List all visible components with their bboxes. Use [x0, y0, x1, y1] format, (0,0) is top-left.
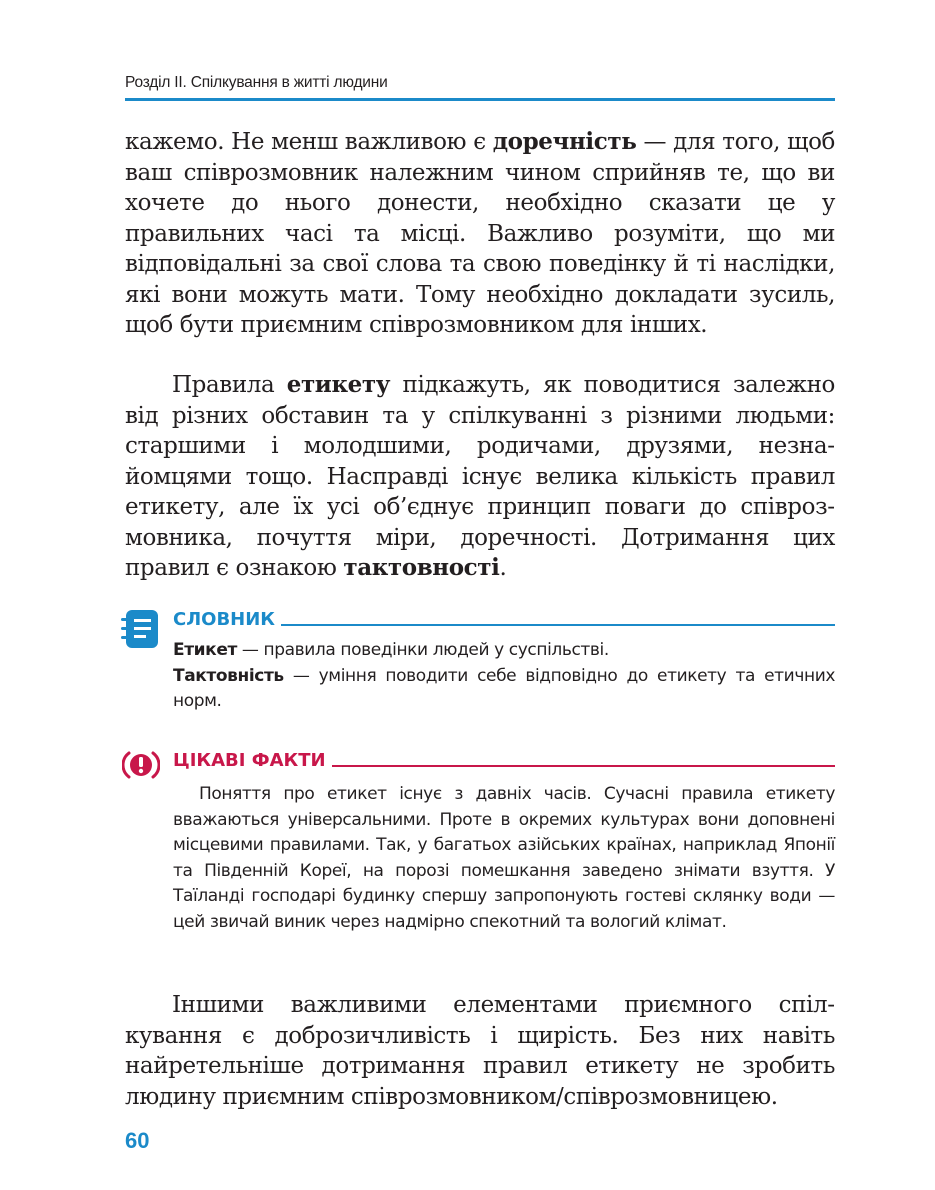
facts-body: [173, 782, 835, 935]
dictionary-entry: [173, 664, 835, 715]
paragraph-2-text-a: Правила: [172, 372, 287, 398]
dictionary-heading-rule: [281, 624, 835, 626]
dictionary-term: Етикет: [173, 640, 237, 660]
facts-heading-rule: [332, 765, 835, 767]
term-taktovnist: тактовності: [343, 554, 500, 581]
dictionary-term: Тактовність: [173, 665, 284, 686]
dictionary-heading: [173, 604, 835, 630]
paragraph-3-text: Іншими важливими елементами приємного спілкування є доброзичливість і щирість. Без них навіть найретельніше дотримання правил етикету не зробить людину приємним: [125, 992, 835, 1110]
paragraph-1-text-a: кажемо. Не менш важливою є: [125, 129, 493, 155]
term-dorechnist: доречність: [492, 128, 637, 155]
exclamation-icon: [122, 748, 160, 782]
notebook-icon: [121, 609, 159, 649]
paragraph-3: [125, 990, 835, 1112]
facts-title: ЦІКАВІ ФАКТИ: [173, 750, 326, 771]
paragraph-2: [125, 370, 835, 584]
dictionary-entries: [173, 638, 835, 715]
dictionary-entry: [173, 638, 835, 664]
header-rule: [125, 98, 835, 101]
page-number: 60: [125, 1128, 150, 1153]
running-header: Розділ II. Спілкування в житті людини: [125, 74, 388, 91]
paragraph-2-text-c: .: [499, 555, 507, 581]
dictionary-definition: — правила поведінки людей у суспільстві.: [236, 640, 609, 660]
paragraph-1: [125, 127, 835, 341]
term-etiket: етикету: [286, 371, 391, 398]
dictionary-title: СЛОВНИК: [173, 609, 276, 630]
paragraph-1-text-b: — для того, щоб ваш співрозмовник належним чином сприйняв те, що ви хочете до нього донести, необхідно сказати це у правильних часі та місці. Важливо розуміти, що ми відповідальні за свої слова та свою поведінку й ті наслідки, які вони можуть мати. Тому необхідно докладати зусиль, щоб бути приємним співрозмовником для інших.: [125, 129, 835, 338]
dictionary-definition: — уміння поводити себе відповідно до етикету та етичних норм.: [173, 665, 835, 711]
facts-text: Поняття про етикет існує з давніх часів. Сучасні правила етикету вважаються універсальними. Проте в окремих культурах вони доповнені місцевими правилами. Так, у багатьох азійських країнах, наприклад Японії та Південній Кореї, на порозі помешкання заведено знімати взуття. У Таїланді господарі будинку спершу запропонують гостеві склянку води — цей звичай виник через надмірно спекотний та вологий клімат.: [173, 784, 835, 932]
facts-heading: [173, 745, 835, 771]
paragraph-3-last-word: співрозмовником/співрозмовницею.: [350, 1083, 778, 1110]
paragraph-2-text-b: підкажуть, як поводитися залежно від різних обставин та у спілкуванні з різними людьми: старшими і молодшими, родичами, друзями, незнайомцями тощо. Насправді існує велика кількість правил етикету, але їх усі об’єднує принцип поваги до співрозмовника, почуття міри, доречності. Дотримання цих правил є ознакою: [125, 372, 835, 581]
